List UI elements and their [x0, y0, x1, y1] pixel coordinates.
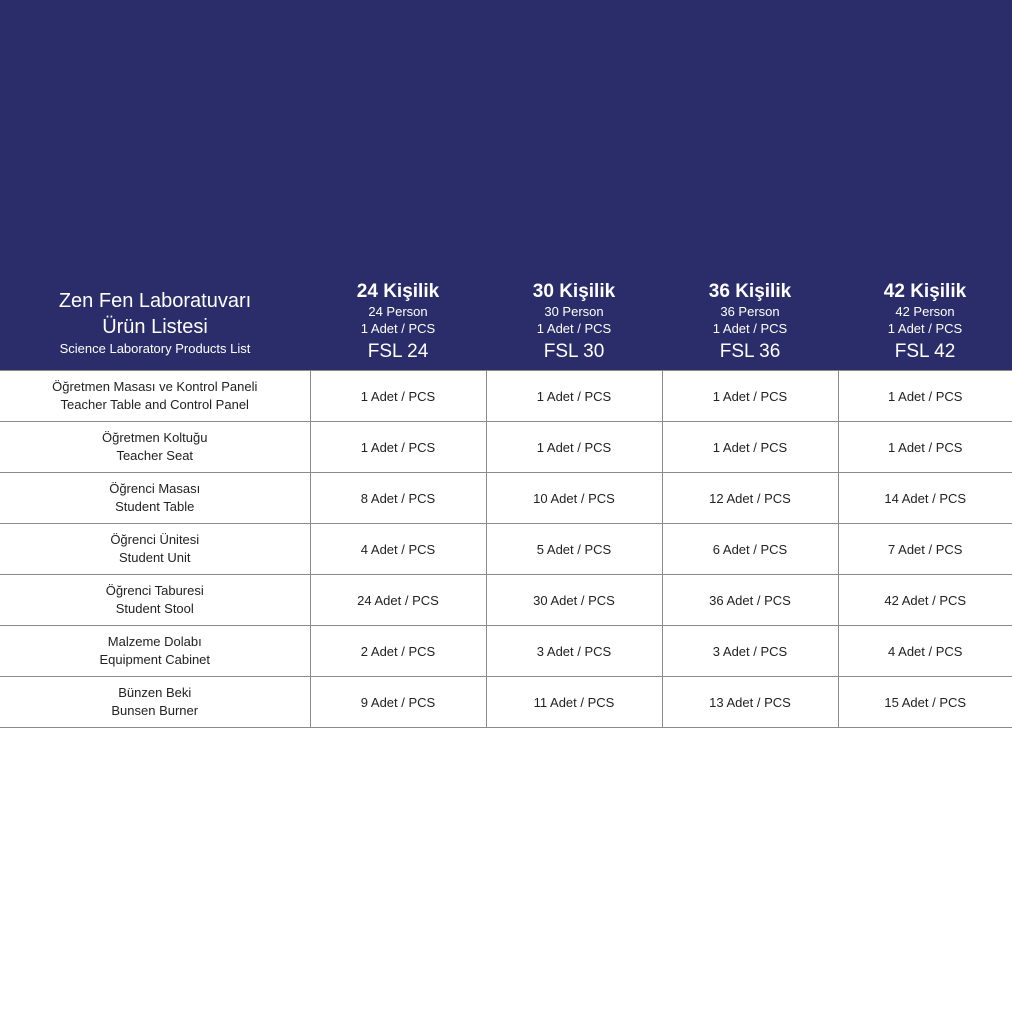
column-header-24 [310, 276, 486, 371]
quantity-cell: 1 Adet / PCS [838, 422, 1012, 473]
quantity-cell: 12 Adet / PCS [662, 473, 838, 524]
quantity-cell: 4 Adet / PCS [838, 626, 1012, 677]
column-code: FSL 30 [543, 341, 605, 362]
table-title-line2: Ürün Listesi [102, 316, 208, 338]
item-name-cell [0, 677, 310, 728]
column-person: 30 Person [544, 304, 604, 319]
item-name-tr: Öğrenci Taburesi [105, 583, 204, 598]
column-code: FSL 42 [894, 341, 956, 362]
table-row [0, 626, 1012, 677]
column-qty: 1 Adet / PCS [712, 321, 788, 336]
item-name-tr: Malzeme Dolabı [107, 634, 202, 649]
quantity-cell: 7 Adet / PCS [838, 524, 1012, 575]
quantity-cell: 8 Adet / PCS [310, 473, 486, 524]
column-header-36 [662, 276, 838, 371]
table-row [0, 422, 1012, 473]
column-qty: 1 Adet / PCS [360, 321, 436, 336]
quantity-cell: 4 Adet / PCS [310, 524, 486, 575]
item-name-cell [0, 524, 310, 575]
column-code: FSL 24 [367, 341, 429, 362]
item-name-tr: Öğrenci Ünitesi [110, 532, 200, 547]
item-name-tr: Öğretmen Koltuğu [101, 430, 208, 445]
column-header-42 [838, 276, 1012, 371]
item-name-en: Equipment Cabinet [99, 652, 211, 667]
product-table [0, 276, 1012, 728]
column-label: 24 Kişilik [356, 281, 440, 302]
quantity-cell: 1 Adet / PCS [662, 371, 838, 422]
table-subtitle: Science Laboratory Products List [59, 341, 251, 356]
quantity-cell: 3 Adet / PCS [486, 626, 662, 677]
item-name-cell [0, 575, 310, 626]
quantity-cell: 6 Adet / PCS [662, 524, 838, 575]
column-qty: 1 Adet / PCS [887, 321, 963, 336]
column-label: 36 Kişilik [708, 281, 792, 302]
table-title-cell [0, 276, 310, 371]
quantity-cell: 36 Adet / PCS [662, 575, 838, 626]
item-name-en: Student Stool [115, 601, 194, 616]
column-label: 42 Kişilik [883, 281, 967, 302]
item-name-cell [0, 626, 310, 677]
column-qty: 1 Adet / PCS [536, 321, 612, 336]
item-name-en: Student Table [115, 499, 195, 514]
item-name-tr: Bünzen Beki [118, 685, 192, 700]
item-name-tr: Öğretmen Masası ve Kontrol Paneli [52, 379, 258, 394]
quantity-cell: 1 Adet / PCS [486, 371, 662, 422]
quantity-cell: 9 Adet / PCS [310, 677, 486, 728]
quantity-cell: 1 Adet / PCS [662, 422, 838, 473]
column-code: FSL 36 [719, 341, 781, 362]
quantity-cell: 2 Adet / PCS [310, 626, 486, 677]
quantity-cell: 1 Adet / PCS [310, 422, 486, 473]
table-row [0, 677, 1012, 728]
table-header-row [0, 276, 1012, 371]
item-name-cell [0, 473, 310, 524]
item-name-tr: Öğrenci Masası [109, 481, 201, 496]
quantity-cell: 14 Adet / PCS [838, 473, 1012, 524]
table-row [0, 473, 1012, 524]
table-row [0, 524, 1012, 575]
item-name-cell [0, 422, 310, 473]
table-row [0, 575, 1012, 626]
table-row [0, 371, 1012, 422]
column-header-30 [486, 276, 662, 371]
column-label: 30 Kişilik [532, 281, 616, 302]
table-title-line1: Zen Fen Laboratuvarı [58, 290, 252, 312]
quantity-cell: 1 Adet / PCS [838, 371, 1012, 422]
quantity-cell: 10 Adet / PCS [486, 473, 662, 524]
quantity-cell: 3 Adet / PCS [662, 626, 838, 677]
item-name-cell [0, 371, 310, 422]
quantity-cell: 13 Adet / PCS [662, 677, 838, 728]
quantity-cell: 24 Adet / PCS [310, 575, 486, 626]
quantity-cell: 11 Adet / PCS [486, 677, 662, 728]
quantity-cell: 30 Adet / PCS [486, 575, 662, 626]
column-person: 36 Person [720, 304, 780, 319]
quantity-cell: 5 Adet / PCS [486, 524, 662, 575]
item-name-en: Student Unit [118, 550, 191, 565]
item-name-en: Bunsen Burner [111, 703, 199, 718]
quantity-cell: 15 Adet / PCS [838, 677, 1012, 728]
column-person: 24 Person [368, 304, 428, 319]
quantity-cell: 1 Adet / PCS [486, 422, 662, 473]
item-name-en: Teacher Seat [116, 448, 194, 463]
quantity-cell: 42 Adet / PCS [838, 575, 1012, 626]
quantity-cell: 1 Adet / PCS [310, 371, 486, 422]
item-name-en: Teacher Table and Control Panel [60, 397, 249, 412]
column-person: 42 Person [895, 304, 955, 319]
